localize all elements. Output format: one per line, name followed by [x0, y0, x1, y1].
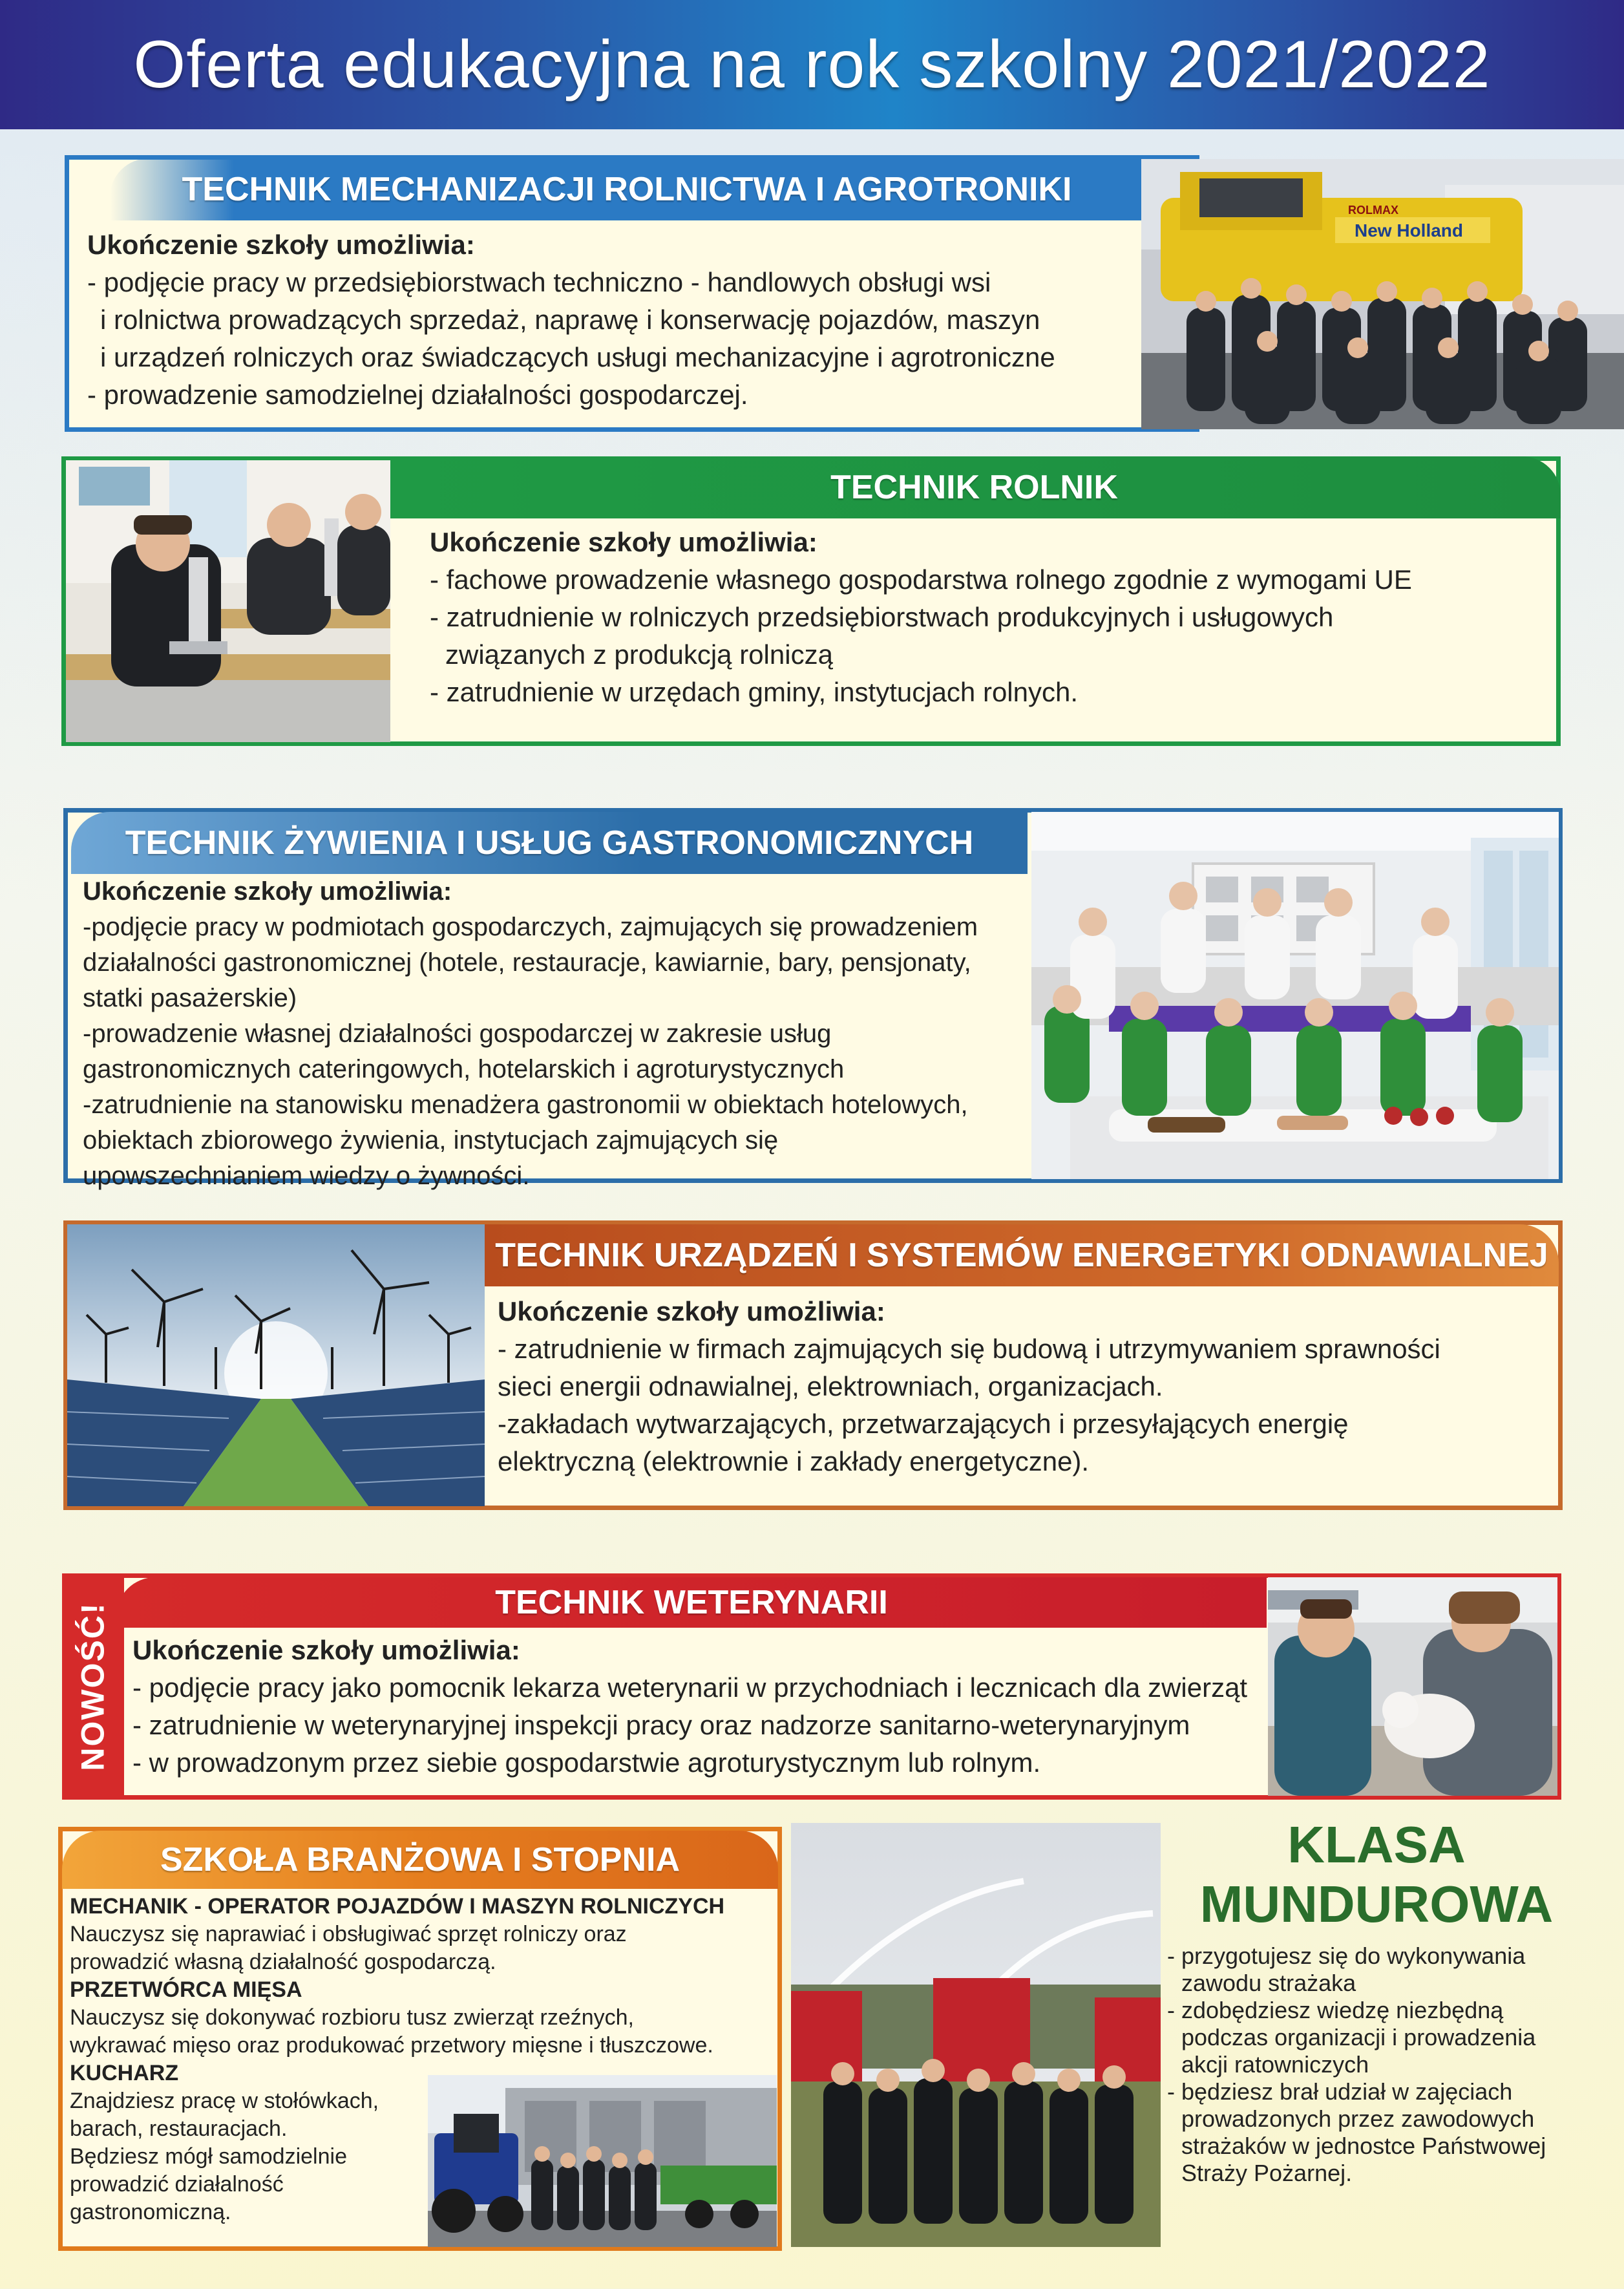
list-item: - prowadzenie samodzielnej działalności gospodarczej. — [87, 379, 748, 410]
profession-text: Nauczysz się dokonywać rozbioru tusz zwierząt rzeźnych, — [70, 2005, 634, 2030]
profession-text: gastronomiczną. — [70, 2200, 231, 2224]
profession-text: barach, restauracjach. — [70, 2116, 288, 2141]
list-item: - zdobędziesz wiedzę niezbędną — [1167, 1997, 1504, 2023]
list-item: - zatrudnienie w weterynaryjnej inspekcji pracy oraz nadzorze sanitarno-weterynaryjnym — [132, 1710, 1190, 1740]
lead-text: Ukończenie szkoły umożliwia: — [83, 877, 452, 906]
lead-text: Ukończenie szkoły umożliwia: — [132, 1635, 520, 1665]
page-header — [0, 0, 1624, 129]
profession-heading: PRZETWÓRCA MIĘSA — [70, 1977, 302, 2002]
section-title-zywienie: TECHNIK ŻYWIENIA I USŁUG GASTRONOMICZNYCH — [71, 812, 1028, 874]
page-title: Oferta edukacyjna na rok szkolny 2021/2022 — [133, 27, 1491, 102]
list-item: - zatrudnienie w firmach zajmujących się budową i utrzymywaniem sprawności — [498, 1334, 1440, 1364]
list-item: elektryczną (elektrownie i zakłady energetyczne). — [498, 1446, 1090, 1476]
section-body-mechanizacja — [87, 226, 1134, 414]
profession-text: wykrawać mięso oraz produkować przetwory mięsne i tłuszczowe. — [70, 2033, 713, 2058]
list-item: upowszechnianiem wiedzy o żywności. — [83, 1162, 530, 1190]
section-title-energetyka: TECHNIK URZĄDZEŃ I SYSTEMÓW ENERGETYKI ODNAWIALNEJ — [485, 1224, 1559, 1286]
list-item: - w prowadzonym przez siebie gospodarstwie agroturystycznym lub rolnym. — [132, 1747, 1041, 1778]
firefighters-photo-icon — [791, 1823, 1161, 2247]
list-item: - fachowe prowadzenie własnego gospodarstwa rolnego zgodnie z wymogami UE — [430, 564, 1412, 595]
section-title-mechanizacja: TECHNIK MECHANIZACJI ROLNICTWA I AGROTRONIKI — [110, 158, 1144, 220]
list-item: -prowadzenie własnej działalności gospodarczej w zakresie usług — [83, 1019, 832, 1048]
list-item: -zatrudnienie na stanowisku menadżera gastronomii w obiektach hotelowych, — [83, 1091, 968, 1119]
list-item: obiektach zbiorowego żywienia, instytucjach zajmujących się — [83, 1126, 779, 1155]
list-item: sieci energii odnawialnej, elektrowniach, organizacjach. — [498, 1371, 1163, 1401]
section-body-energetyka — [498, 1293, 1545, 1480]
profession-text: Nauczysz się naprawiać i obsługiwać sprzęt rolniczy oraz — [70, 1922, 627, 1946]
lead-text: Ukończenie szkoły umożliwia: — [498, 1296, 885, 1326]
wind-turbines-solar-panels-photo-icon — [67, 1224, 485, 1506]
list-item: akcji ratowniczych — [1181, 2051, 1369, 2078]
profession-text: Będziesz mógł samodzielnie — [70, 2144, 347, 2169]
list-item: -podjęcie pracy w podmiotach gospodarczych, zajmujących się prowadzeniem — [83, 913, 978, 941]
lead-text: Ukończenie szkoły umożliwia: — [87, 229, 475, 260]
list-item: gastronomicznych cateringowych, hotelarskich i agroturystycznych — [83, 1055, 845, 1083]
veterinary-clinic-photo-icon — [1268, 1577, 1557, 1796]
section-body-weterynaria — [132, 1632, 1257, 1782]
profession-heading: KUCHARZ — [70, 2061, 179, 2085]
list-item: - zatrudnienie w rolniczych przedsiębiorstwach produkcyjnych i usługowych — [430, 602, 1334, 632]
new-badge-label: NOWOŚĆ! — [75, 1602, 112, 1771]
section-title-mundurowa — [1163, 1815, 1590, 1934]
section-title-weterynaria: TECHNIK WETERYNARII — [116, 1577, 1267, 1628]
section-body-mundurowa — [1167, 1943, 1581, 2187]
svg-text:New Holland: New Holland — [1355, 220, 1464, 240]
list-item: strażaków w jednostce Państwowej — [1181, 2133, 1546, 2159]
list-item: i urządzeń rolniczych oraz świadczących usługi mechanizacyjne i agrotroniczne — [100, 342, 1055, 372]
list-item: -zakładach wytwarzających, przetwarzających i przesyłających energię — [498, 1409, 1349, 1439]
microscope-classroom-photo-icon — [66, 460, 390, 742]
new-badge — [62, 1573, 124, 1800]
list-item: i rolnictwa prowadzących sprzedaż, naprawę i konserwację pojazdów, maszyn — [100, 304, 1040, 335]
lead-text: Ukończenie szkoły umożliwia: — [430, 527, 817, 557]
list-item: związanych z produkcją rolniczą — [445, 639, 833, 670]
list-item: podczas organizacji i prowadzenia — [1181, 2024, 1536, 2050]
profession-text: prowadzić działalność — [70, 2172, 284, 2197]
section-title-branzowa: SZKOŁA BRANŻOWA I STOPNIA — [62, 1831, 778, 1889]
list-item: - przygotujesz się do wykonywania — [1167, 1943, 1526, 1969]
list-item: - podjęcie pracy w przedsiębiorstwach techniczno - handlowych obsługi wsi — [87, 267, 991, 297]
list-item: Straży Pożarnej. — [1181, 2160, 1353, 2186]
list-item: zawodu strażaka — [1181, 1970, 1356, 1996]
list-item: - zatrudnienie w urzędach gminy, instytucjach rolnych. — [430, 677, 1079, 707]
svg-text:ROLMAX: ROLMAX — [1348, 204, 1398, 217]
section-body-zywienie — [83, 874, 1026, 1194]
profession-text: prowadzić własną działalność gospodarczą. — [70, 1950, 496, 1974]
kitchen-students-photo-icon — [1031, 812, 1559, 1179]
list-item: prowadzonych przez zawodowych — [1181, 2105, 1535, 2132]
section-title-rolnik: TECHNIK ROLNIK — [388, 456, 1561, 518]
list-item: statki pasażerskie) — [83, 984, 297, 1012]
combine-harvester-group-photo-icon — [1141, 159, 1624, 429]
profession-text: Znajdziesz pracę w stołówkach, — [70, 2089, 379, 2113]
mundurowa-title-line2: MUNDUROWA — [1199, 1875, 1554, 1933]
list-item: - podjęcie pracy jako pomocnik lekarza weterynarii w przychodniach i lecznicach dla zwierząt — [132, 1672, 1248, 1703]
list-item: - będziesz brał udział w zajęciach — [1167, 2078, 1513, 2105]
mundurowa-title-line1: KLASA — [1287, 1816, 1466, 1873]
tractor-workshop-photo-icon — [428, 2075, 777, 2247]
profession-heading: MECHANIK - OPERATOR POJAZDÓW I MASZYN ROLNICZYCH — [70, 1894, 725, 1919]
list-item: działalności gastronomicznej (hotele, restauracje, kawiarnie, bary, pensjonaty, — [83, 948, 971, 977]
section-body-rolnik — [430, 524, 1541, 711]
